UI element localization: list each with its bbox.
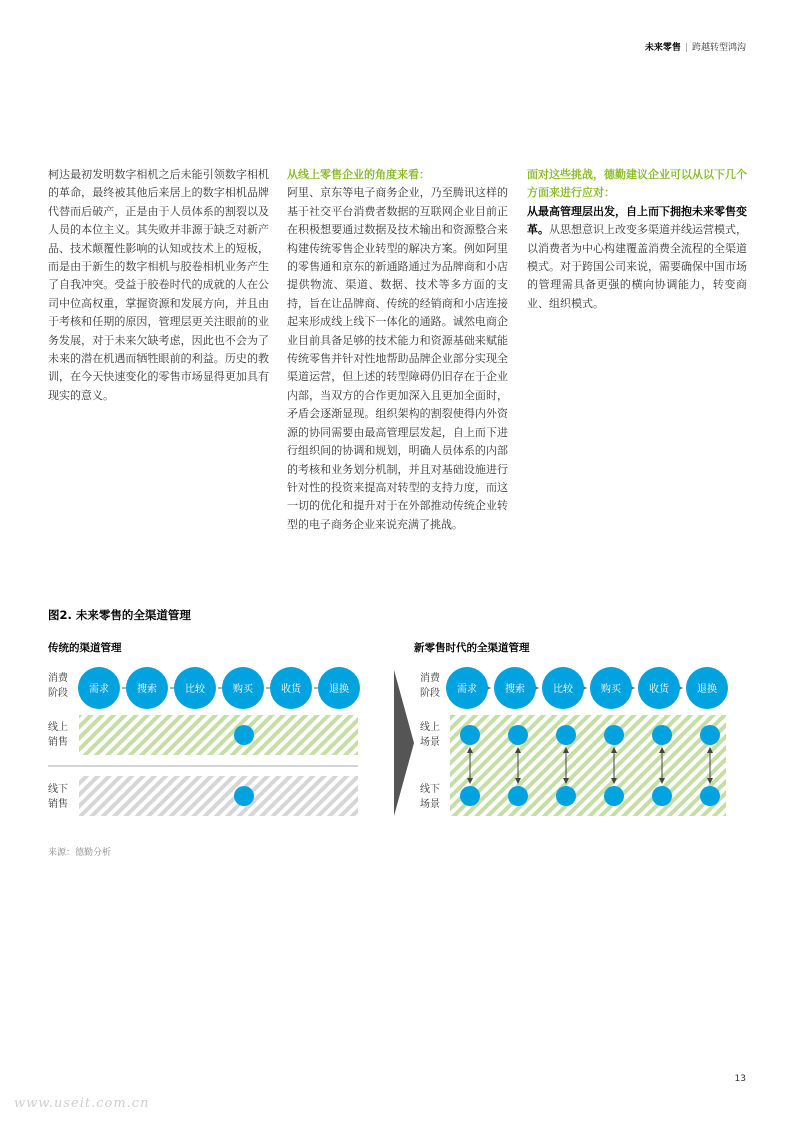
right-offline-node xyxy=(652,786,672,806)
left-stage-label-2: 阶段 xyxy=(48,688,68,699)
right-online-node xyxy=(460,725,480,745)
right-row-online-label-2: 场景 xyxy=(420,737,440,748)
right-stage-text-1: 需求 xyxy=(457,684,477,695)
column-3-paragraph: 从思想意识上改变多渠道并线运营模式，以消费者为中心构建覆盖消费全流程的全渠道模式。对于跨国公司来说，需要确保中国市场的管理需具备更强的横向协调能力，转变商业、组织模式。 xyxy=(527,223,747,310)
running-header xyxy=(645,40,746,53)
left-online-band xyxy=(79,715,358,755)
right-omnichannel-band xyxy=(450,715,726,816)
right-online-node xyxy=(556,725,576,745)
right-offline-node xyxy=(700,786,720,806)
right-stage-text-4: 购买 xyxy=(601,684,621,695)
text-column-2 xyxy=(287,166,508,534)
header-brand: 未来零售 xyxy=(644,43,681,53)
left-stage-text-5: 收货 xyxy=(281,684,301,695)
text-column-3 xyxy=(527,166,747,313)
omnichannel-diagram xyxy=(0,660,794,830)
omnichannel-panel-title: 新零售时代的全渠道管理 xyxy=(414,642,530,654)
right-stage-row xyxy=(446,667,728,709)
right-stage-label-2: 阶段 xyxy=(420,688,440,699)
left-row-offline-label-1: 线下 xyxy=(48,784,68,795)
left-row-offline-label-2: 销售 xyxy=(48,799,68,810)
column-3-heading: 面对这些挑战，德勤建议企业可以从以下几个方面来进行应对： xyxy=(527,168,747,200)
left-stage-label-1: 消费 xyxy=(48,673,68,684)
right-offline-node xyxy=(508,786,528,806)
right-stage-text-2: 搜索 xyxy=(505,684,525,695)
right-stage-text-5: 收货 xyxy=(649,684,669,695)
left-stage-text-2: 搜索 xyxy=(137,684,157,695)
right-stage-text-3: 比较 xyxy=(553,684,573,695)
watermark: www.useit.com.cn xyxy=(14,1096,150,1111)
left-row-online-label-2: 销售 xyxy=(48,737,68,748)
left-offline-band xyxy=(79,776,358,816)
column-1-paragraph: 柯达最初发明数字相机之后未能引领数字相机的革命，最终被其他后来居上的数字相机品牌代替而后破产，正是由于人员体系的割裂以及人员的本位主义。其失败并非源于缺乏对新产品、技术颠覆性影响的认知或技术上的短板，而是由于新生的数字相机与胶卷相机业务产生了自我冲突。受益于胶卷时代的成就的人在公司中位高权重，掌握资源和发展方向，并且由于考核和任期的原因，管理层更关注眼前的业务发展，对于未来欠缺考虑，因此也不会为了未来的潜在机遇而牺牲眼前的利益。历史的教训，在今天快速变化的零售市场显得更加具有现实的意义。 xyxy=(48,168,269,402)
column-2-heading: 从线上零售企业的角度来看： xyxy=(287,168,430,181)
header-subtitle: 跨越转型鸿沟 xyxy=(691,43,746,53)
right-online-node xyxy=(604,725,624,745)
left-stage-text-3: 比较 xyxy=(185,684,205,695)
right-stage-text-6: 退换 xyxy=(697,684,717,695)
page-number: 13 xyxy=(734,1074,746,1084)
transition-chevron xyxy=(394,670,414,816)
figure-source: 来源：德勤分析 xyxy=(48,848,112,858)
left-stage-row xyxy=(78,667,360,709)
right-online-node xyxy=(700,725,720,745)
right-row-online-label-1: 线上 xyxy=(420,722,440,733)
left-stage-text-1: 需求 xyxy=(89,684,109,695)
traditional-panel-title: 传统的渠道管理 xyxy=(48,642,122,654)
right-stage-label-1: 消费 xyxy=(420,673,440,684)
right-row-offline-label-1: 线下 xyxy=(420,784,440,795)
header-separator: | xyxy=(684,43,688,53)
right-offline-node xyxy=(556,786,576,806)
right-row-offline-label-2: 场景 xyxy=(420,799,440,810)
text-column-1 xyxy=(48,166,269,405)
left-online-node xyxy=(234,725,254,745)
right-offline-node xyxy=(460,786,480,806)
left-stage-text-4: 购买 xyxy=(233,684,253,695)
column-3-bold-lead: 从最高管理层出发，自上而下拥抱未来零售变革。 xyxy=(527,204,747,237)
left-stage-text-6: 退换 xyxy=(329,684,349,695)
right-offline-node xyxy=(604,786,624,806)
figure-title: 图2. 未来零售的全渠道管理 xyxy=(48,608,191,622)
column-2-paragraph: 阿里、京东等电子商务企业，乃至腾讯这样的基于社交平台消费者数据的互联网企业目前正在积极想要通过数据及技术输出和资源整合来构建传统零售企业转型的解决方案。例如阿里的零售通和京东的新通路通过为品牌商和小店提供物流、渠道、数据、技术等多方面的支持，旨在让品牌商、传统的经销商和小店连接起来形成线上线下一体化的通路。诚然电商企业目前具备足够的技术能力和资源基础来赋能传统零售并针对性地帮助品牌企业部分实现全渠道运营，但上述的转型障碍仍旧存在于企业内部，当双方的合作更加深入且更加全面时，矛盾会逐渐显现。组织架构的割裂使得内外资源的协同需要由最高管理层发起，自上而下进行组织间的协调和规划，明确人员体系的内部的考核和业务划分机制，并且对基础设施进行针对性的投资来提高对转型的支持力度，而这一切的优化和提升对于在外部推动传统企业转型的电子商务企业来说充满了挑战。 xyxy=(287,186,508,531)
left-offline-node xyxy=(234,786,254,806)
right-online-node xyxy=(652,725,672,745)
left-row-online-label-1: 线上 xyxy=(48,722,68,733)
right-online-node xyxy=(508,725,528,745)
